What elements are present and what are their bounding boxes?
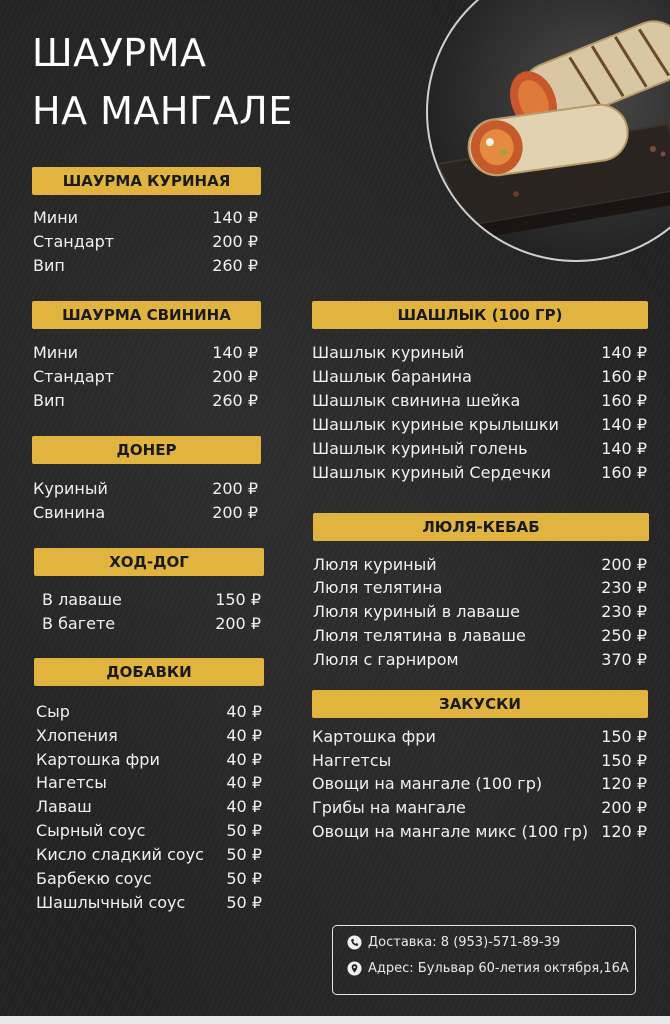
snacks-item-3-price: 120 ₽ (601, 774, 647, 793)
lula-item-5-name: Люля с гарниром (313, 650, 459, 669)
hotdog-item-2-name: В багете (42, 614, 116, 633)
section-header-extras: ДОБАВКИ (34, 658, 264, 686)
extras-item-9-price: 50 ₽ (226, 893, 262, 912)
extras-item-3-name: Картошка фри (36, 750, 160, 769)
shashlik-item-4-name: Шашлык куриные крылышки (312, 415, 559, 434)
snacks-item-2-price: 150 ₽ (601, 751, 647, 770)
shashlik-item-5-name: Шашлык куриный голень (312, 439, 528, 458)
shashlik-item-1-name: Шашлык куриный (312, 343, 465, 362)
lula-item-4-name: Люля телятина в лаваше (313, 626, 526, 645)
snacks-item-3-name: Овощи на мангале (100 гр) (312, 774, 543, 793)
extras-item-2-price: 40 ₽ (226, 726, 262, 745)
extras-item-7-price: 50 ₽ (226, 845, 262, 864)
title-line-2: НА МАНГАЛЕ (32, 89, 293, 133)
lula-item-5-price: 370 ₽ (601, 650, 647, 669)
title-line-1: ШАУРМА (32, 31, 207, 75)
shashlik-item-3-name: Шашлык свинина шейка (312, 391, 521, 410)
shashlik-item-4-price: 140 ₽ (601, 415, 647, 434)
extras-item-9-name: Шашлычный соус (36, 893, 186, 912)
phone-icon (347, 935, 362, 950)
lula-item-3-name: Люля куриный в лаваше (313, 602, 520, 621)
extras-item-7-name: Кисло сладкий соус (36, 845, 204, 864)
extras-item-4-name: Нагетсы (36, 773, 107, 792)
lula-item-2-price: 230 ₽ (601, 578, 647, 597)
address-row (347, 961, 629, 976)
snacks-item-4-name: Грибы на мангале (312, 798, 466, 817)
chicken-item-2-price: 200 ₽ (212, 232, 258, 251)
extras-item-8-name: Барбекю соус (36, 869, 152, 888)
extras-item-4-price: 40 ₽ (226, 773, 262, 792)
extras-item-1-name: Сыр (36, 702, 70, 721)
extras-item-3-price: 40 ₽ (226, 750, 262, 769)
delivery-row (347, 935, 560, 950)
location-pin-icon (347, 961, 362, 976)
section-header-lula: ЛЮЛЯ-КЕБАБ (313, 513, 649, 541)
hotdog-item-2-price: 200 ₽ (215, 614, 261, 633)
doner-item-2-name: Свинина (33, 503, 106, 522)
pork-item-1-price: 140 ₽ (212, 343, 258, 362)
lula-item-4-price: 250 ₽ (601, 626, 647, 645)
extras-item-6-price: 50 ₽ (226, 821, 262, 840)
address-text: Адрес: Бульвар 60-летия октября,16А (368, 961, 629, 976)
contact-box (332, 925, 636, 995)
extras-item-8-price: 50 ₽ (226, 869, 262, 888)
snacks-item-5-price: 120 ₽ (601, 822, 647, 841)
menu-title (32, 24, 293, 140)
section-header-shashlik: ШАШЛЫК (100 ГР) (312, 301, 648, 329)
lula-item-1-price: 200 ₽ (601, 555, 647, 574)
extras-item-6-name: Сырный соус (36, 821, 146, 840)
shashlik-item-1-price: 140 ₽ (601, 343, 647, 362)
hotdog-item-1-price: 150 ₽ (215, 590, 261, 609)
pork-item-2-price: 200 ₽ (212, 367, 258, 386)
doner-item-1-price: 200 ₽ (212, 479, 258, 498)
shashlik-item-3-price: 160 ₽ (601, 391, 647, 410)
shashlik-item-2-price: 160 ₽ (601, 367, 647, 386)
snacks-item-5-name: Овощи на мангале микс (100 гр) (312, 822, 589, 841)
shashlik-item-6-price: 160 ₽ (601, 463, 647, 482)
pork-item-3-price: 260 ₽ (212, 391, 258, 410)
shashlik-item-5-price: 140 ₽ (601, 439, 647, 458)
snacks-item-1-price: 150 ₽ (601, 727, 647, 746)
pork-item-3-name: Вип (33, 391, 65, 410)
section-header-pork: ШАУРМА СВИНИНА (32, 301, 261, 329)
pork-item-1-name: Мини (33, 343, 79, 362)
doner-item-2-price: 200 ₽ (212, 503, 258, 522)
section-header-snacks: ЗАКУСКИ (312, 690, 648, 718)
chicken-item-3-price: 260 ₽ (212, 256, 258, 275)
section-header-hotdog: ХОД-ДОГ (34, 548, 264, 576)
bottom-strip (0, 1016, 670, 1024)
lula-item-2-name: Люля телятина (313, 578, 443, 597)
section-header-doner: ДОНЕР (32, 436, 261, 464)
snacks-item-2-name: Наггетсы (312, 751, 392, 770)
doner-item-1-name: Куриный (33, 479, 108, 498)
snacks-item-1-name: Картошка фри (312, 727, 436, 746)
chicken-item-2-name: Стандарт (33, 232, 115, 251)
extras-item-5-price: 40 ₽ (226, 797, 262, 816)
delivery-text: Доставка: 8 (953)-571-89-39 (368, 935, 561, 950)
shashlik-item-2-name: Шашлык баранина (312, 367, 472, 386)
chicken-item-3-name: Вип (33, 256, 65, 275)
snacks-item-4-price: 200 ₽ (601, 798, 647, 817)
hotdog-item-1-name: В лаваше (42, 590, 122, 609)
lula-item-3-price: 230 ₽ (601, 602, 647, 621)
section-header-chicken: ШАУРМА КУРИНАЯ (32, 167, 261, 195)
lula-item-1-name: Люля куриный (313, 555, 437, 574)
pork-item-2-name: Стандарт (33, 367, 115, 386)
chicken-item-1-price: 140 ₽ (212, 208, 258, 227)
extras-item-2-name: Хлопения (36, 726, 118, 745)
chicken-item-1-name: Мини (33, 208, 79, 227)
shashlik-item-6-name: Шашлык куриный Сердечки (312, 463, 552, 482)
extras-item-1-price: 40 ₽ (226, 702, 262, 721)
extras-item-5-name: Лаваш (36, 797, 92, 816)
